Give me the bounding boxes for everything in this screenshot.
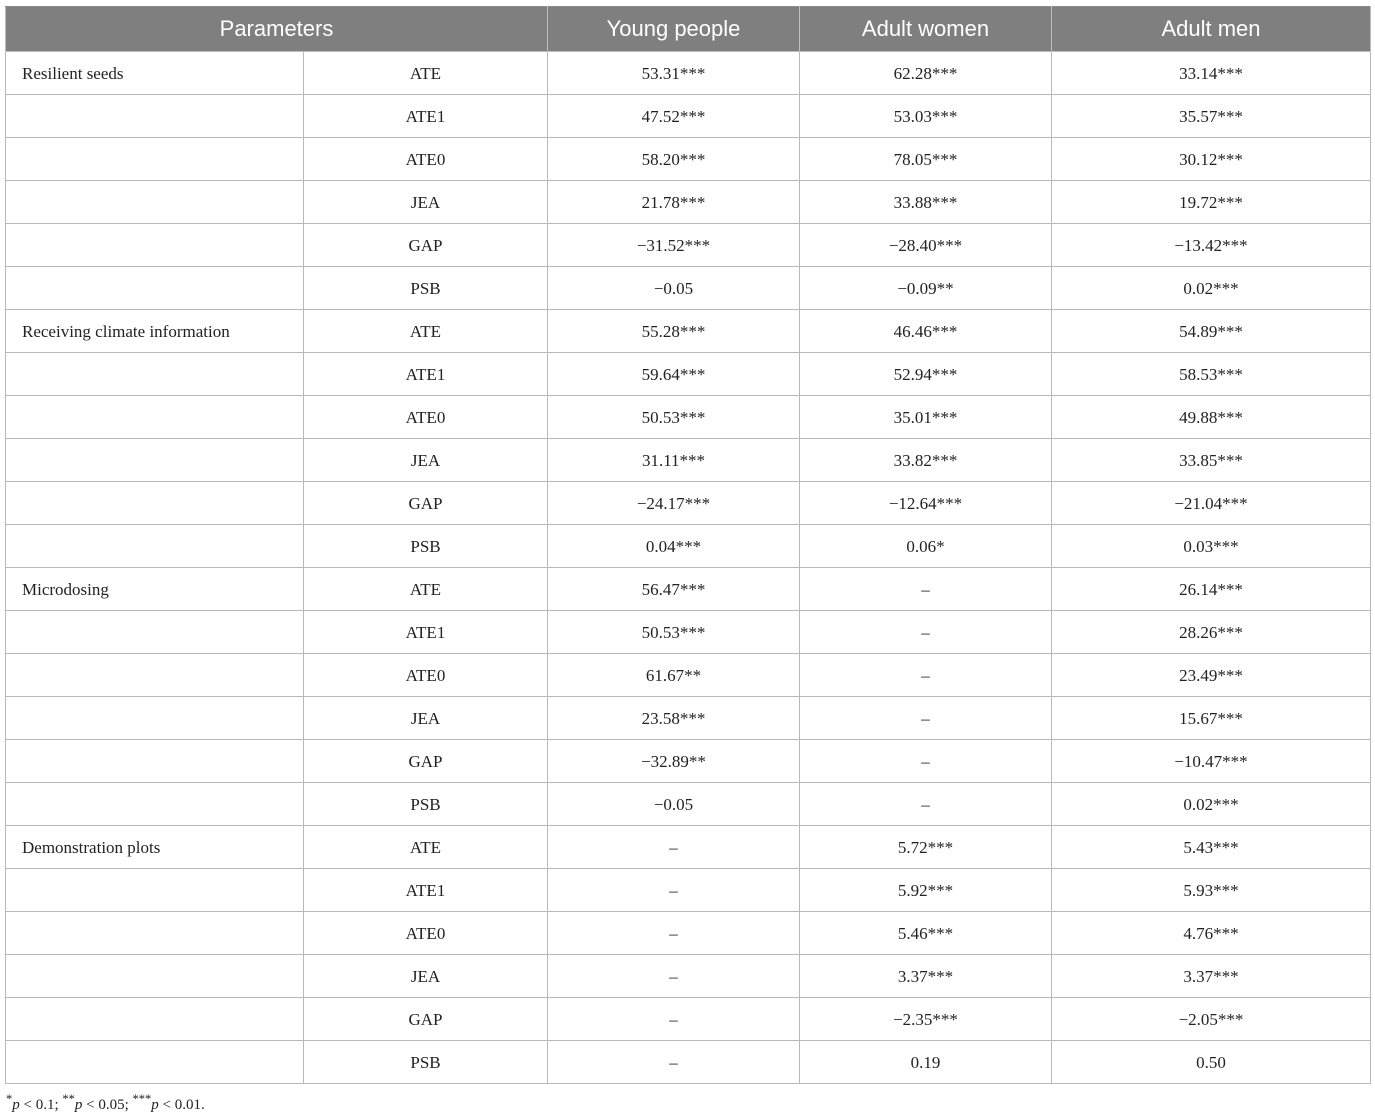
- adult-women-value: –: [800, 740, 1052, 783]
- young-people-value: –: [548, 1041, 800, 1084]
- young-people-value: −32.89**: [548, 740, 800, 783]
- table-row: [6, 138, 1371, 181]
- table-row: [6, 611, 1371, 654]
- young-people-value: 47.52***: [548, 95, 800, 138]
- group-label-cell: [6, 439, 304, 482]
- results-table: [5, 6, 1371, 1084]
- young-people-value: 56.47***: [548, 568, 800, 611]
- adult-men-value: −10.47***: [1052, 740, 1371, 783]
- adult-women-value: 53.03***: [800, 95, 1052, 138]
- group-label-cell: [6, 353, 304, 396]
- parameter-cell: PSB: [304, 267, 548, 310]
- adult-women-value: 33.82***: [800, 439, 1052, 482]
- adult-women-value: 0.06*: [800, 525, 1052, 568]
- parameter-cell: JEA: [304, 697, 548, 740]
- group-label-cell: [6, 224, 304, 267]
- table-row: [6, 869, 1371, 912]
- table-body: [6, 52, 1371, 1084]
- group-label-cell: Receiving climate information: [6, 310, 304, 353]
- header-row: [6, 7, 1371, 52]
- parameter-cell: PSB: [304, 525, 548, 568]
- table-row: [6, 396, 1371, 439]
- table-row: [6, 439, 1371, 482]
- table-row: [6, 826, 1371, 869]
- young-people-value: −0.05: [548, 783, 800, 826]
- parameter-cell: ATE: [304, 310, 548, 353]
- parameter-cell: ATE: [304, 826, 548, 869]
- young-people-value: 61.67**: [548, 654, 800, 697]
- adult-men-value: 33.85***: [1052, 439, 1371, 482]
- parameter-cell: PSB: [304, 1041, 548, 1084]
- adult-men-value: −13.42***: [1052, 224, 1371, 267]
- adult-women-value: 62.28***: [800, 52, 1052, 95]
- table-row: [6, 998, 1371, 1041]
- young-people-value: 50.53***: [548, 396, 800, 439]
- parameter-cell: GAP: [304, 740, 548, 783]
- adult-men-value: 30.12***: [1052, 138, 1371, 181]
- adult-women-value: 5.92***: [800, 869, 1052, 912]
- young-people-value: –: [548, 826, 800, 869]
- adult-women-value: –: [800, 654, 1052, 697]
- young-people-value: 21.78***: [548, 181, 800, 224]
- group-label-cell: [6, 181, 304, 224]
- young-people-value: −31.52***: [548, 224, 800, 267]
- parameter-cell: GAP: [304, 998, 548, 1041]
- young-people-value: –: [548, 912, 800, 955]
- parameter-cell: JEA: [304, 439, 548, 482]
- table-row: [6, 568, 1371, 611]
- adult-women-value: –: [800, 783, 1052, 826]
- parameter-cell: ATE0: [304, 396, 548, 439]
- group-label-cell: [6, 783, 304, 826]
- young-people-value: 50.53***: [548, 611, 800, 654]
- adult-men-value: 0.50: [1052, 1041, 1371, 1084]
- adult-men-value: 54.89***: [1052, 310, 1371, 353]
- adult-women-value: −2.35***: [800, 998, 1052, 1041]
- table-row: [6, 353, 1371, 396]
- table-row: [6, 525, 1371, 568]
- young-people-value: 59.64***: [548, 353, 800, 396]
- table-row: [6, 1041, 1371, 1084]
- parameter-cell: JEA: [304, 955, 548, 998]
- parameter-cell: ATE0: [304, 654, 548, 697]
- table-row: [6, 697, 1371, 740]
- adult-men-value: 49.88***: [1052, 396, 1371, 439]
- table-row: [6, 181, 1371, 224]
- adult-women-value: 5.72***: [800, 826, 1052, 869]
- adult-men-value: 0.02***: [1052, 783, 1371, 826]
- adult-men-value: 26.14***: [1052, 568, 1371, 611]
- group-label-cell: [6, 482, 304, 525]
- group-label-cell: [6, 869, 304, 912]
- adult-men-value: 19.72***: [1052, 181, 1371, 224]
- young-people-value: –: [548, 955, 800, 998]
- adult-men-value: −21.04***: [1052, 482, 1371, 525]
- young-people-value: 0.04***: [548, 525, 800, 568]
- table-row: [6, 267, 1371, 310]
- header-parameters: Parameters: [6, 7, 548, 52]
- parameter-cell: ATE1: [304, 869, 548, 912]
- adult-men-value: 3.37***: [1052, 955, 1371, 998]
- parameter-cell: PSB: [304, 783, 548, 826]
- young-people-value: 58.20***: [548, 138, 800, 181]
- group-label-cell: [6, 95, 304, 138]
- young-people-value: –: [548, 998, 800, 1041]
- adult-women-value: 52.94***: [800, 353, 1052, 396]
- parameter-cell: GAP: [304, 224, 548, 267]
- parameter-cell: JEA: [304, 181, 548, 224]
- adult-women-value: −12.64***: [800, 482, 1052, 525]
- young-people-value: −24.17***: [548, 482, 800, 525]
- group-label-cell: [6, 396, 304, 439]
- parameter-cell: ATE0: [304, 138, 548, 181]
- adult-men-value: 15.67***: [1052, 697, 1371, 740]
- parameter-cell: ATE0: [304, 912, 548, 955]
- group-label-cell: [6, 998, 304, 1041]
- adult-women-value: −28.40***: [800, 224, 1052, 267]
- adult-women-value: −0.09**: [800, 267, 1052, 310]
- table-row: [6, 783, 1371, 826]
- adult-women-value: –: [800, 611, 1052, 654]
- group-label-cell: [6, 955, 304, 998]
- young-people-value: 55.28***: [548, 310, 800, 353]
- adult-men-value: 58.53***: [1052, 353, 1371, 396]
- group-label-cell: [6, 912, 304, 955]
- parameter-cell: ATE1: [304, 611, 548, 654]
- adult-women-value: –: [800, 568, 1052, 611]
- adult-men-value: 23.49***: [1052, 654, 1371, 697]
- adult-men-value: 0.03***: [1052, 525, 1371, 568]
- adult-men-value: 0.02***: [1052, 267, 1371, 310]
- group-label-cell: Demonstration plots: [6, 826, 304, 869]
- adult-men-value: 35.57***: [1052, 95, 1371, 138]
- table-row: [6, 52, 1371, 95]
- adult-women-value: –: [800, 697, 1052, 740]
- group-label-cell: [6, 654, 304, 697]
- group-label-cell: [6, 697, 304, 740]
- parameter-cell: GAP: [304, 482, 548, 525]
- table-row: [6, 310, 1371, 353]
- group-label-cell: [6, 525, 304, 568]
- young-people-value: –: [548, 869, 800, 912]
- header-young-people: Young people: [548, 7, 800, 52]
- table-row: [6, 912, 1371, 955]
- table-row: [6, 955, 1371, 998]
- young-people-value: 23.58***: [548, 697, 800, 740]
- group-label-cell: [6, 1041, 304, 1084]
- parameter-cell: ATE: [304, 568, 548, 611]
- header-adult-men: Adult men: [1052, 7, 1371, 52]
- table-row: [6, 654, 1371, 697]
- significance-footnote: *p < 0.1; **p < 0.05; ***p < 0.01.: [6, 1092, 205, 1113]
- adult-men-value: 4.76***: [1052, 912, 1371, 955]
- parameter-cell: ATE: [304, 52, 548, 95]
- adult-men-value: 33.14***: [1052, 52, 1371, 95]
- adult-women-value: 3.37***: [800, 955, 1052, 998]
- group-label-cell: [6, 267, 304, 310]
- table-row: [6, 740, 1371, 783]
- group-label-cell: [6, 611, 304, 654]
- group-label-cell: [6, 138, 304, 181]
- table-row: [6, 224, 1371, 267]
- parameter-cell: ATE1: [304, 95, 548, 138]
- group-label-cell: [6, 740, 304, 783]
- young-people-value: 31.11***: [548, 439, 800, 482]
- adult-women-value: 35.01***: [800, 396, 1052, 439]
- young-people-value: 53.31***: [548, 52, 800, 95]
- parameter-cell: ATE1: [304, 353, 548, 396]
- adult-women-value: 0.19: [800, 1041, 1052, 1084]
- adult-women-value: 78.05***: [800, 138, 1052, 181]
- adult-men-value: 28.26***: [1052, 611, 1371, 654]
- adult-men-value: 5.93***: [1052, 869, 1371, 912]
- adult-women-value: 46.46***: [800, 310, 1052, 353]
- table-row: [6, 95, 1371, 138]
- adult-men-value: 5.43***: [1052, 826, 1371, 869]
- adult-women-value: 33.88***: [800, 181, 1052, 224]
- adult-men-value: −2.05***: [1052, 998, 1371, 1041]
- group-label-cell: Microdosing: [6, 568, 304, 611]
- table-row: [6, 482, 1371, 525]
- adult-women-value: 5.46***: [800, 912, 1052, 955]
- young-people-value: −0.05: [548, 267, 800, 310]
- group-label-cell: Resilient seeds: [6, 52, 304, 95]
- header-adult-women: Adult women: [800, 7, 1052, 52]
